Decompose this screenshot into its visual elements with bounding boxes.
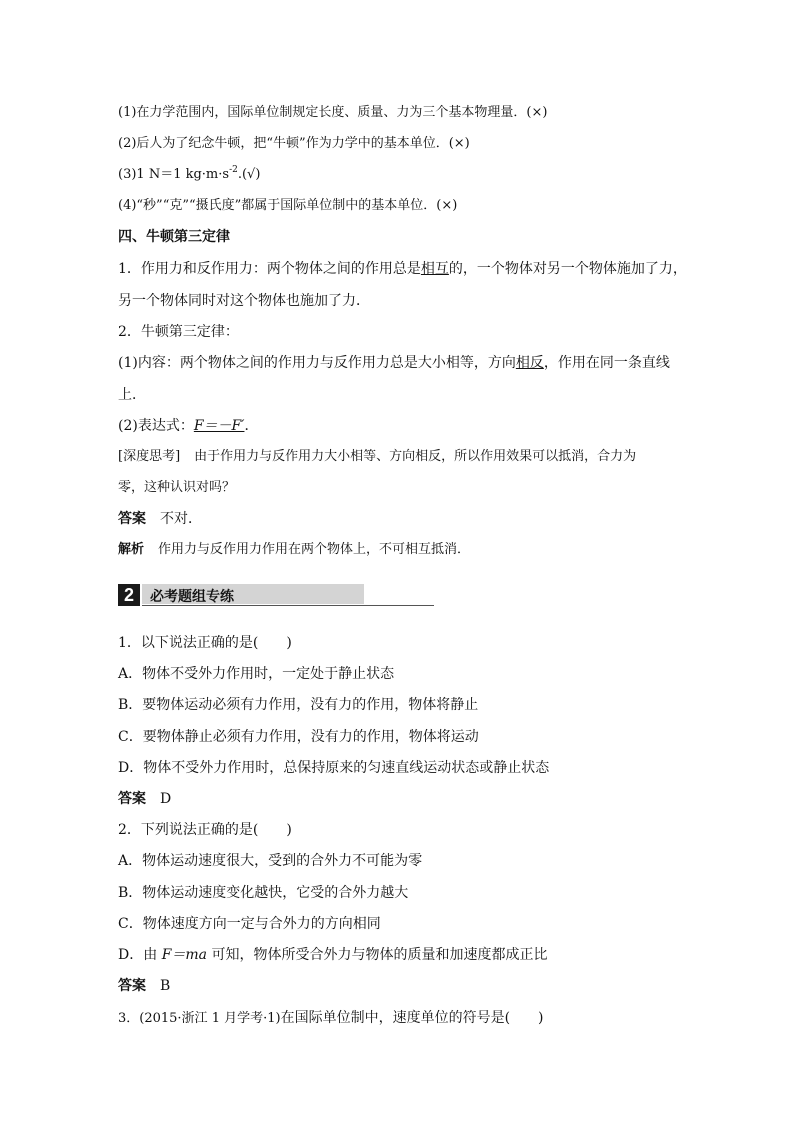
deep-thinking-line-1: [深度思考] 由于作用力与反作用力大小相等、方向相反，所以作用效果可以抵消，合力为 [118, 449, 637, 464]
judgment-1: (1)在力学范围内，国际单位制规定长度、质量、力为三个基本物理量．(×) [118, 105, 548, 120]
question-2-option-a: A．物体运动速度很大，受到的合外力不可能为零 [118, 853, 423, 869]
paragraph-3-line-1: (1)内容：两个物体之间的作用力与反作用力总是大小相等，方向相反，作用在同一条直线 [118, 355, 670, 371]
question-1-stem: 1．以下说法正确的是( ) [118, 635, 292, 651]
formula: F＝ma [161, 947, 208, 963]
judgment-4: (4)“秒”“克”“摄氏度”都属于国际单位制中的基本单位．(×) [118, 198, 458, 213]
answer-label: 答案 [118, 978, 146, 994]
paragraph-4: (2)表达式：F＝－F′． [118, 418, 259, 434]
question-1-option-a: A．物体不受外力作用时，一定处于静止状态 [118, 666, 395, 682]
question-2-answer: 答案 B [118, 978, 171, 994]
paragraph-1-line-1: 1．作用力和反作用力：两个物体之间的作用总是相互的，一个物体对另一个物体施加了力， [118, 261, 687, 277]
section-banner [118, 584, 434, 606]
question-2-stem: 2．下列说法正确的是( ) [118, 822, 292, 838]
banner-rule [142, 605, 434, 606]
banner-title: 必考题组专练 [150, 589, 234, 605]
analysis-line: 解析 作用力与反作用力作用在两个物体上，不可相互抵消． [118, 542, 471, 557]
section-heading: 四、牛顿第三定律 [118, 229, 230, 245]
analysis-label: 解析 [118, 542, 145, 557]
answer-label: 答案 [118, 791, 146, 807]
answer-line: 答案 不对． [118, 511, 202, 527]
paragraph-3-line-2: 上． [118, 387, 146, 403]
question-2-option-d: D．由 F＝ma 可知，物体所受合外力与物体的质量和加速度都成正比 [118, 947, 548, 963]
question-1-option-b: B．要物体运动必须有力作用，没有力的作用，物体将静止 [118, 697, 479, 713]
question-1-option-c: C．要物体静止必须有力作用，没有力的作用，物体将运动 [118, 729, 479, 745]
paragraph-1-line-2: 另一个物体同时对这个物体也施加了力． [118, 293, 370, 309]
question-source: 3．(2015·浙江 1 月学考·1) [118, 1011, 281, 1026]
banner-number: 2 [118, 584, 140, 606]
question-2-option-b: B．物体运动速度变化越快，它受的合外力越大 [118, 885, 409, 901]
question-3-stem: 3．(2015·浙江 1 月学考·1)在国际单位制中，速度单位的符号是( ) [118, 1010, 544, 1026]
judgment-2: (2)后人为了纪念牛顿，把“牛顿”作为力学中的基本单位．(×) [118, 136, 470, 151]
underlined-term: 相反 [515, 355, 544, 371]
question-1-option-d: D．物体不受外力作用时，总保持原来的匀速直线运动状态或静止状态 [118, 760, 550, 776]
question-2-option-c: C．物体速度方向一定与合外力的方向相同 [118, 916, 381, 932]
judgment-3: (3)1 N＝1 $kg\cdot m\cdot s^{-2}.(√)$ [118, 165, 261, 182]
paragraph-2: 2．牛顿第三定律： [118, 324, 239, 340]
deep-thinking-line-2: 零，这种认识对吗？ [118, 480, 236, 495]
deep-thinking-label: [深度思考] [118, 449, 181, 464]
exponent: -2 [229, 165, 238, 175]
underlined-term: 相互 [420, 261, 449, 277]
answer-label: 答案 [118, 511, 146, 527]
question-1-answer: 答案 D [118, 791, 172, 807]
formula: F＝－F′ [193, 418, 245, 434]
